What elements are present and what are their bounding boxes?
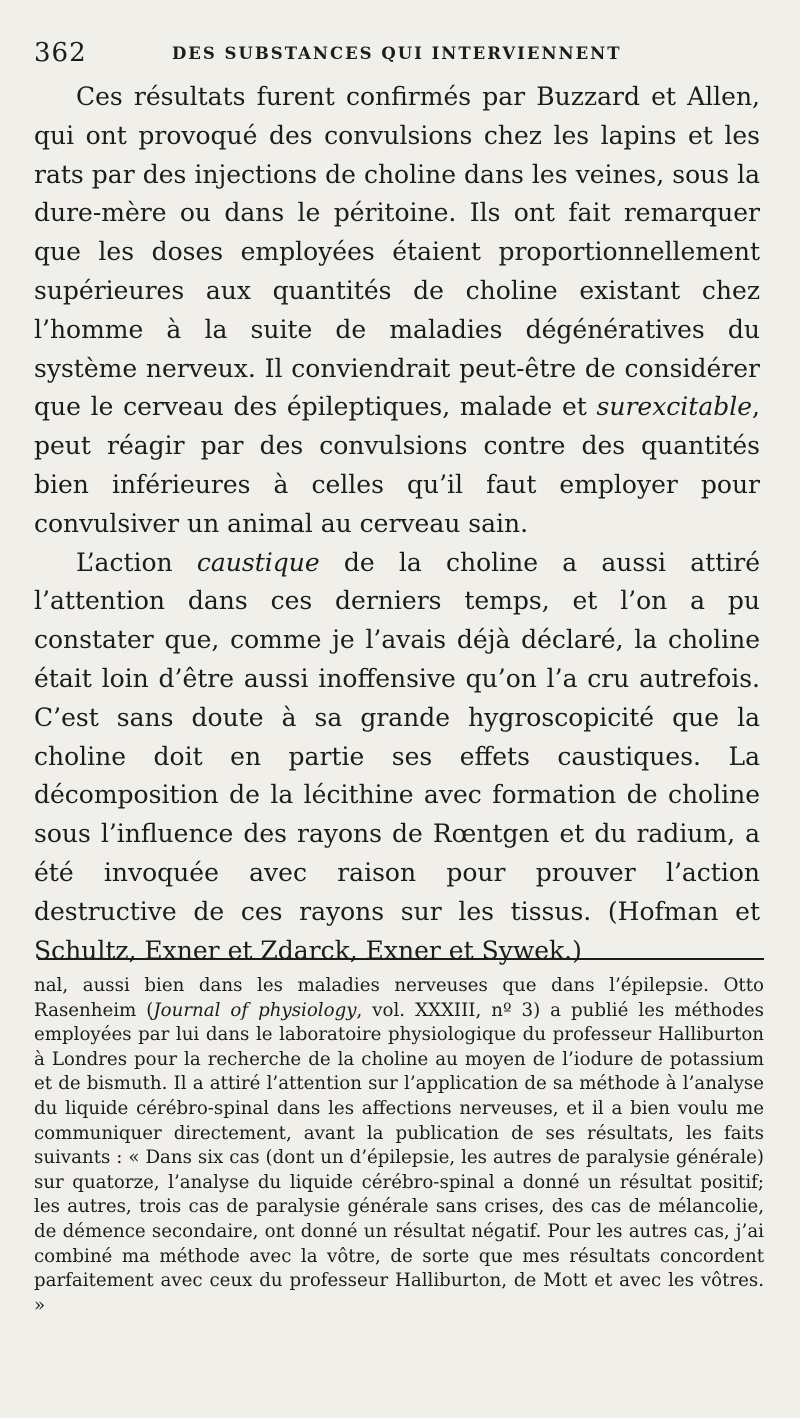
paragraph-2: [34, 544, 760, 971]
footnote-divider: [38, 958, 764, 960]
main-text: [34, 78, 760, 970]
footnote-text-a: nal, aussi bien dans les maladies nerveuses que dans l’épilepsie. Otto Rasenheim (: [34, 975, 764, 1021]
paragraph-2-text-a: L’action: [76, 547, 197, 577]
footnote: [34, 974, 764, 1318]
footnote-text-b: , vol. XXXIII, nº 3) a publié les méthodes employées par lui dans le laboratoire physiologique du professeur Halliburton à Londres pour la recherche de la choline au moyen de l’iodure de potassium et de bismuth. Il a attiré l’attention sur l’application de sa méthode à l’analyse du liquide cérébro-spinal dans les affections nerveuses, et il a bien voulu me communiquer directement, avant la publication de ses résultats, les faits suivants : « Dans six cas (dont un d’épilepsie, les autres de paralysie générale) sur quatorze, l’analyse du liquide cérébro-spinal a donné un résultat positif; les autres, trois cas de paralysie générale sans crises, des cas de mélancolie, de démence secondaire, ont donné un résultat négatif. Pour les autres cas, j’ai combiné ma méthode avec la vôtre, de sorte que mes résultats concordent parfaitement avec ceux du professeur Halliburton, de Mott et avec les vôtres. »: [34, 999, 764, 1316]
paragraph-1-italic: surexcitable: [596, 392, 753, 422]
paragraph-2-italic: caustique: [196, 547, 320, 577]
page-number: 362: [34, 38, 87, 68]
paragraph-1: [34, 78, 760, 544]
paragraph-1-text-b: , peut réagir par des convulsions contre des quantités bien inférieures à celles qu’il faut employer pour convulsiver un animal au cerveau sain.: [34, 392, 760, 538]
page-header: [34, 38, 760, 72]
footnote-italic: Journal of physiology: [153, 999, 357, 1021]
running-title: DES SUBSTANCES QUI INTERVIENNENT: [172, 44, 622, 63]
paragraph-2-text-b: de la choline a aussi attiré l’attention dans ces derniers temps, et l’on a pu constater que, comme je l’avais déjà déclaré, la choline était loin d’être aussi inoffensive qu’on l’a cru autrefois. C’est sans doute à sa grande hygroscopicité que la choline doit en partie ses effets caustiques. La décomposition de la lécithine avec formation de choline sous l’influence des rayons de Rœntgen et du radium, a été invoquée avec raison pour prouver l’action destructive de ces rayons sur les tissus. (Hofman et Schultz, Exner et Zdarck, Exner et Sywek.): [34, 547, 760, 965]
paragraph-1-text-a: Ces résultats furent confirmés par Buzzard et Allen, qui ont provoqué des convulsions chez les lapins et les rats par des injections de choline dans les veines, sous la dure-mère ou dans le péritoine. Ils ont fait remarquer que les doses employées étaient proportionnellement supérieures aux quantités de choline existant chez l’homme à la suite de maladies dégénératives du système nerveux. Il conviendrait peut-être de considérer que le cerveau des épileptiques, malade et: [34, 82, 760, 422]
